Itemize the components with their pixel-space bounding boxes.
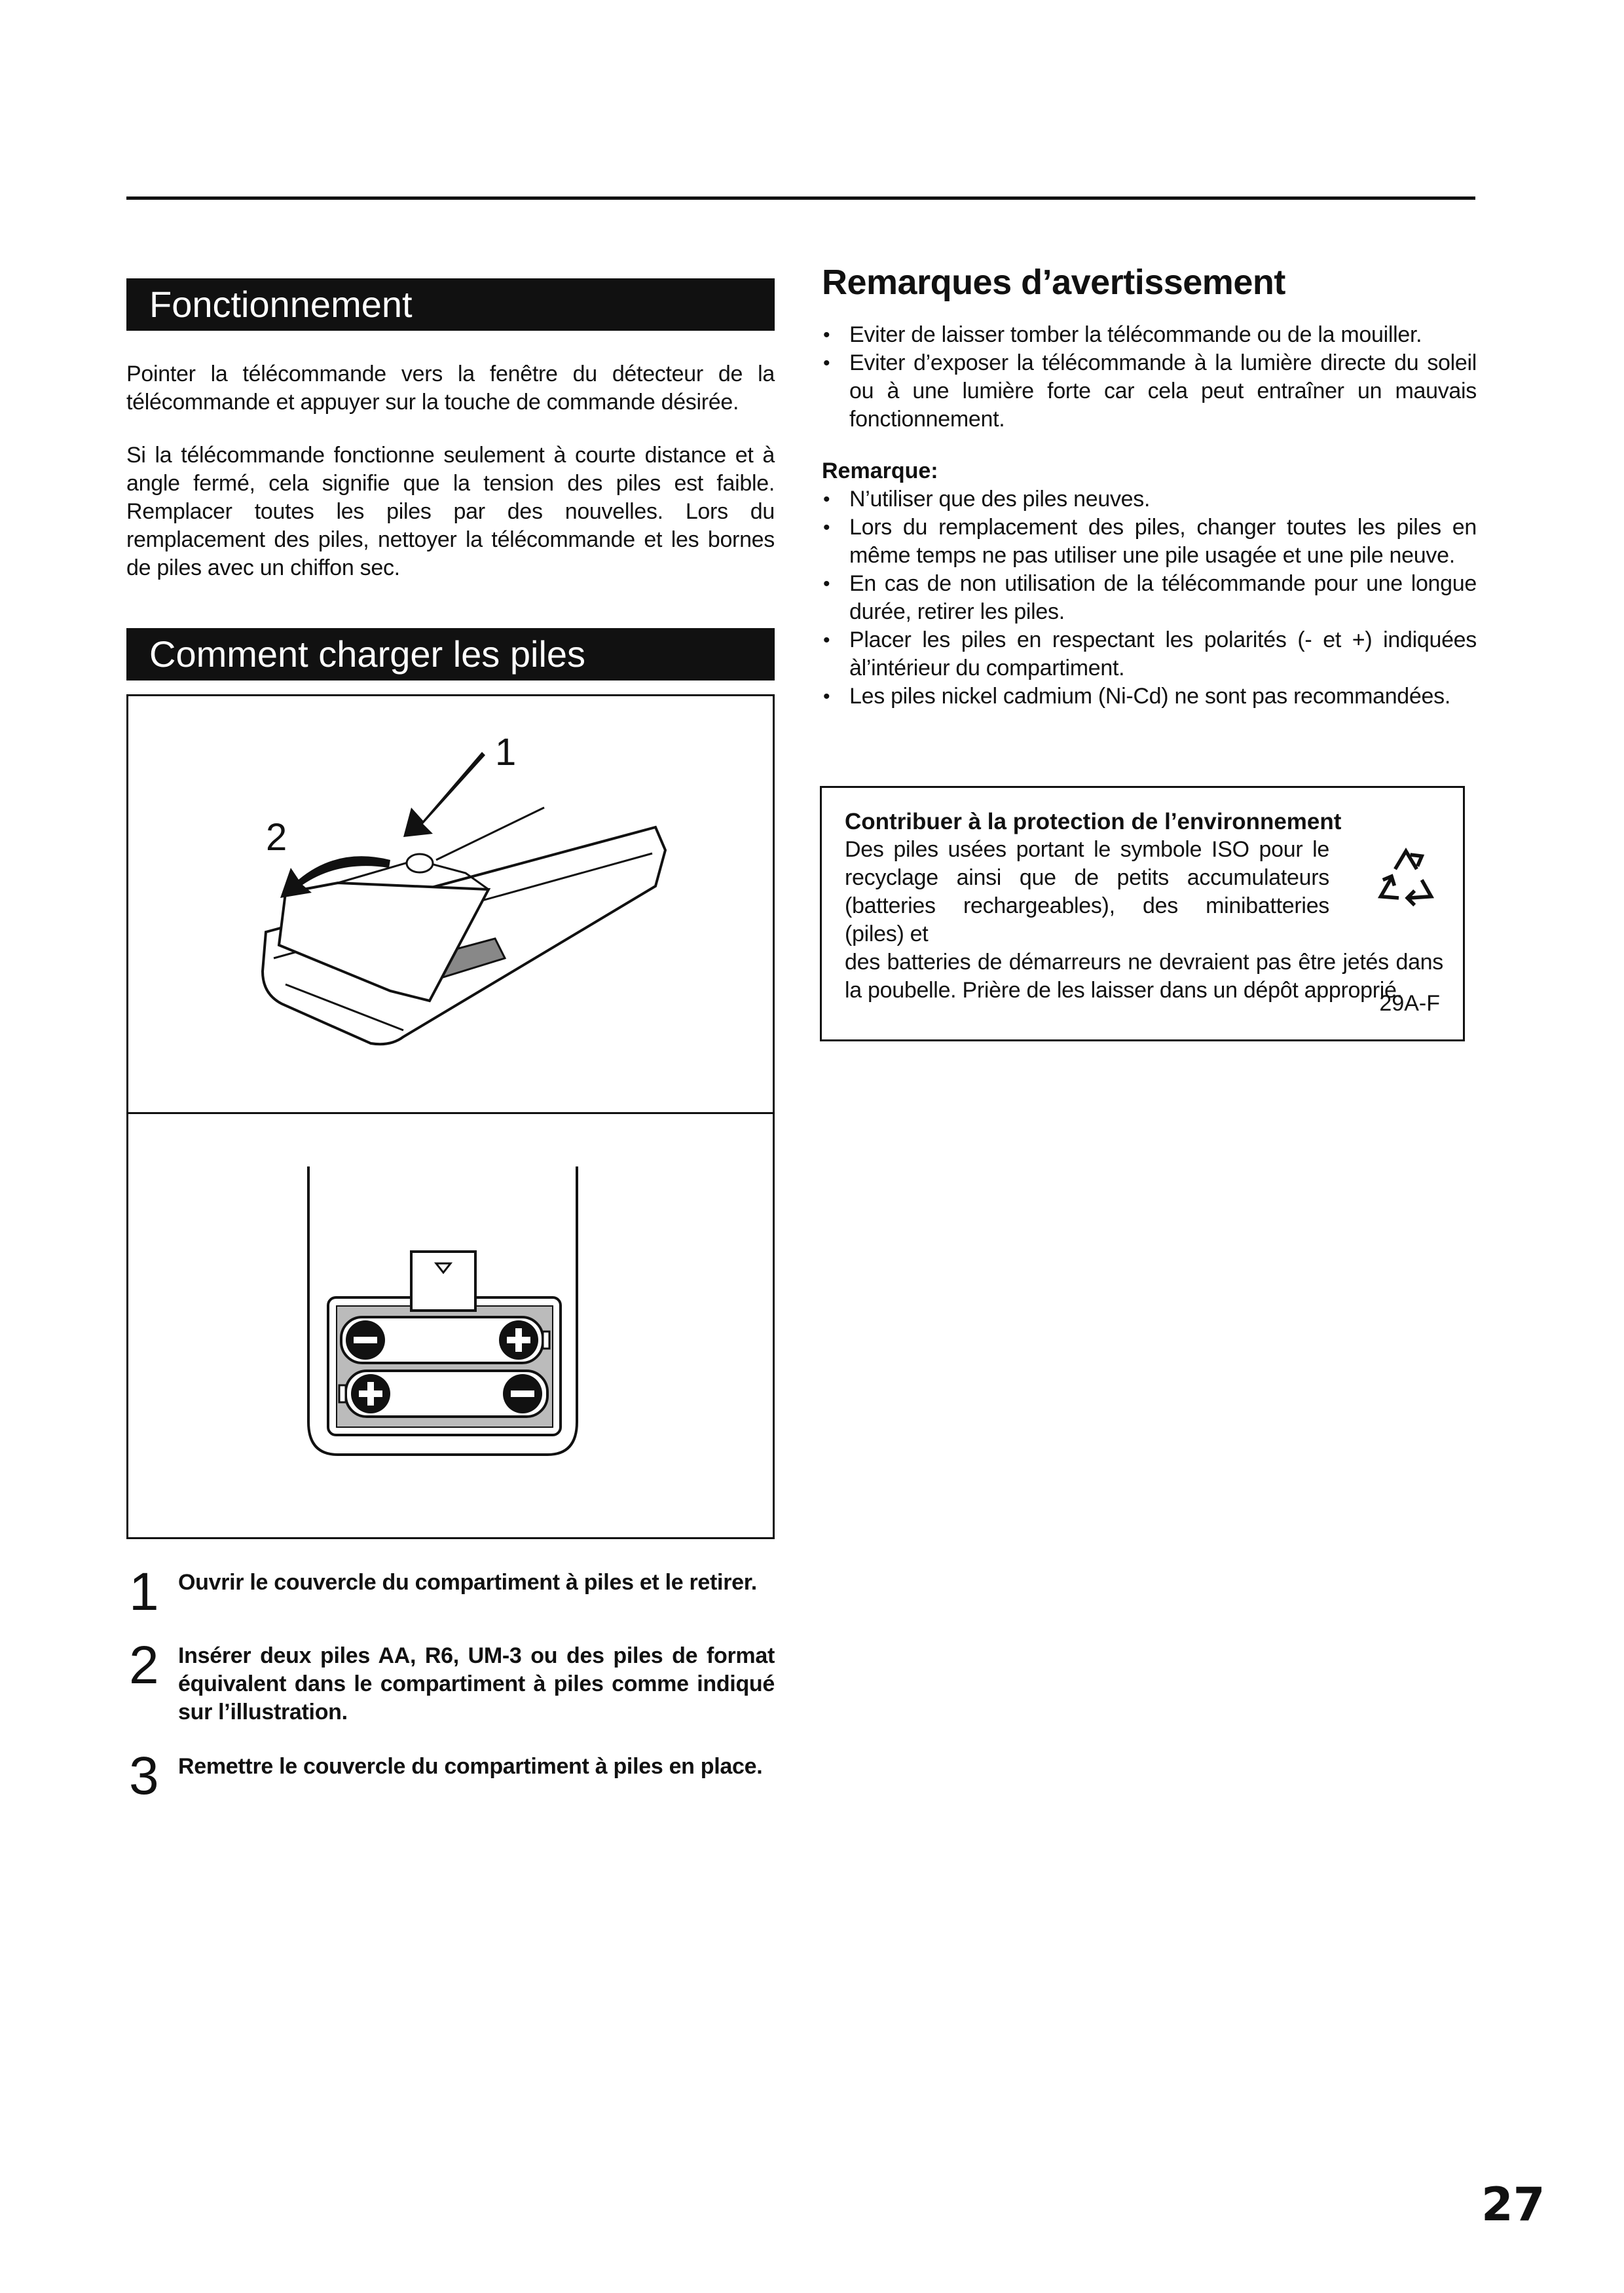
environment-notice [820,786,1465,1041]
list-item: • Les piles nickel cadmium (Ni-Cd) ne sont pas recommandées. [822,682,1477,711]
step-number: 3 [129,1746,159,1806]
section-title-fonctionnement: Fonctionnement [126,278,775,331]
environment-title: Contribuer à la protection de l’environnement [845,809,1342,834]
recycle-icon [1370,840,1442,912]
step-2 [126,1635,775,1726]
step-text: Insérer deux piles AA, R6, UM-3 ou des piles de format équivalent dans le compartiment à piles comme indiqué sur l’illustration. [178,1643,775,1724]
battery-illustration [126,694,775,1539]
warning-list [822,321,1477,434]
remote-open-cover-drawing [128,696,773,1110]
step-text: Ouvrir le couvercle du compartiment à piles et le retirer. [178,1570,757,1595]
press-arrow [403,752,485,837]
header-rule [126,196,1475,200]
cover-latch [411,1252,475,1311]
battery-placement-drawing [128,1114,773,1537]
list-item: • Eviter de laisser tomber la télécommande ou de la mouiller. [822,321,1477,349]
steps-list [126,1562,775,1826]
remarque-heading: Remarque: [822,458,938,483]
figure-label-1: 1 [495,731,517,774]
list-item: • Lors du remplacement des piles, changer toutes les piles en même temps ne pas utiliser une pile usagée et une pile neuve. [822,513,1477,570]
step-number: 2 [129,1635,159,1695]
section-title-charger-piles: Comment charger les piles [126,628,775,680]
list-item: • Placer les piles en respectant les polarités (- et +) indiquées àl’intérieur du compartiment. [822,626,1477,682]
remarque-list [822,485,1477,711]
fonctionnement-paragraph-1: Pointer la télécommande vers la fenêtre du détecteur de la télécommande et appuyer sur la touche de commande désirée. [126,362,775,415]
figure-label-2: 2 [266,816,287,859]
list-item: • Eviter d’exposer la télécommande à la lumière directe du soleil ou à une lumière forte car cela peut entraîner un mauvais fonctionnement. [822,349,1477,434]
document-code: 29A-F [1379,991,1440,1016]
step-number: 1 [129,1562,159,1622]
left-column [126,278,775,680]
step-text: Remettre le couvercle du compartiment à piles en place. [178,1754,763,1779]
list-item: • En cas de non utilisation de la télécommande pour une longue durée, retirer les piles. [822,570,1477,626]
step-1 [126,1562,775,1622]
page-number: 27 [1481,2178,1545,2231]
step-3 [126,1746,775,1806]
environment-text-2: des batteries de démarreurs ne devraient pas être jetés dans la poubelle. Prière de les laisser dans un dépôt approprié. [845,950,1443,1003]
fonctionnement-paragraph-2: Si la télécommande fonctionne seulement à courte distance et à angle fermé, cela signifie que la tension des piles est faible. Remplacer toutes les piles par des nouvelles. Lors du remplacement des piles, nettoyer la télécommande et les bornes de piles avec un chiffon sec. [126,443,775,580]
remarques-heading: Remarques d’avertissement [822,263,1285,302]
right-column [822,262,1477,711]
list-item: • N’utiliser que des piles neuves. [822,485,1477,513]
environment-text-1: Des piles usées portant le symbole ISO pour le recyclage ainsi que de petits accumulateurs (batteries rechargeables), des minibatteries (piles) et [845,837,1329,946]
